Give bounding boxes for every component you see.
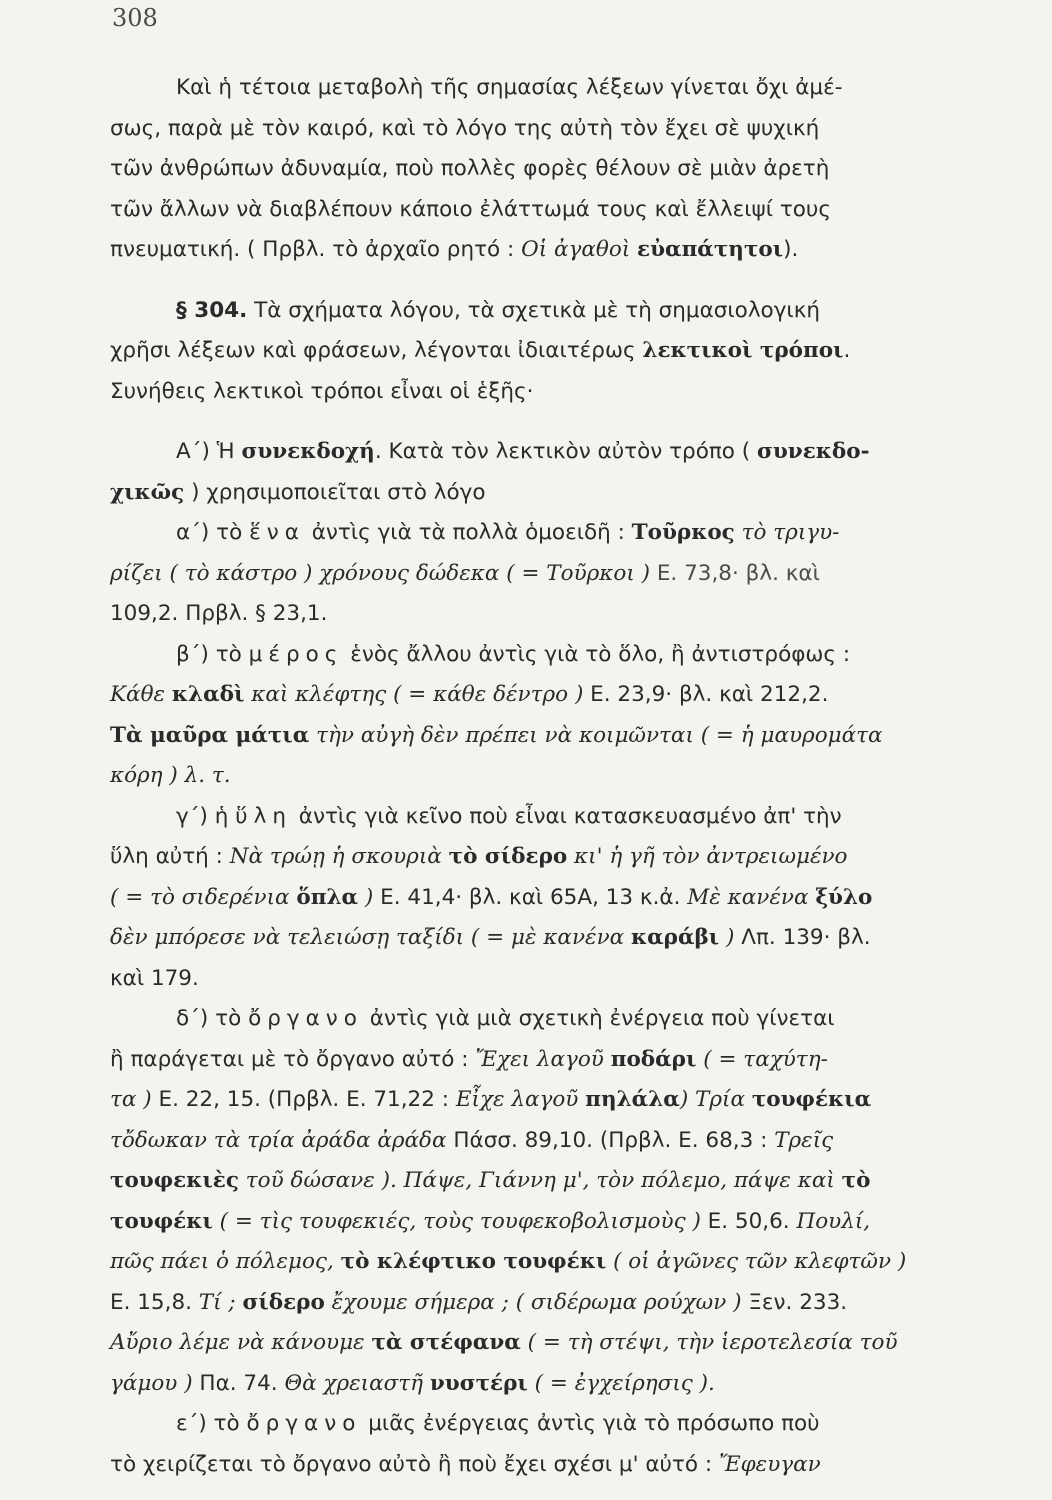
quote-italic: κι' ἡ γῆ τὸν ἀντρειωμένο: [567, 844, 848, 869]
term-bold: τὸ σίδερο: [448, 844, 568, 869]
text-line: [110, 513, 1015, 554]
spaced-term: μέρος: [248, 641, 344, 667]
quote-italic: ( = τὶς τουφεκιές, τοὺς τουφεκοβολισμοὺς ): [212, 1208, 708, 1234]
reference: Ε. 22, 15. (Πρβλ. Ε. 71,22 :: [158, 1087, 456, 1112]
text-span: ἀντὶς γιὰ μιὰ σχετικὴ ἐνέργεια ποὺ γίνεται: [362, 1006, 835, 1031]
term-bold: πηλάλα: [585, 1087, 680, 1112]
text-line: [110, 716, 1015, 757]
text-span: τὸ χειρίζεται τὸ ὄργανο αὐτὸ ἢ ποὺ ἔχει σχέσι μ' αὐτό :: [110, 1451, 719, 1477]
quote-italic: Θὰ χρειαστῆ: [284, 1370, 430, 1396]
quote-italic: ἔχουμε σήμερα ; ( σιδέρωμα ρούχων ): [324, 1289, 749, 1315]
quote-italic: Κάθε: [110, 682, 172, 707]
quote-italic: δὲν μπόρεσε νὰ τελειώσῃ ταξίδι ( = μὲ κανένα: [110, 925, 631, 950]
quote-italic: τὴν αὐγὴ δὲν πρέπει νὰ κοιμῶνται ( = ἡ μαυρομάτα: [309, 722, 883, 748]
quote-italic: ρίζει ( τὸ κάστρο ) χρόνους δώδεκα ( = Τοῦρκοι ): [110, 560, 657, 586]
page-body: [110, 68, 1015, 1485]
spaced-term: ὕλη: [235, 803, 292, 829]
paragraph-gap: [110, 271, 1015, 291]
text-line: [110, 331, 1015, 372]
text-span: γ΄) ἡ: [176, 803, 236, 829]
reference: Ε. 15,8.: [110, 1289, 199, 1315]
text-line: [110, 1364, 1015, 1405]
quote-italic: Νὰ τρώῃ ἡ σκουριὰ: [229, 844, 449, 869]
term-bold: Τὰ μαῦρα μάτια: [110, 722, 310, 748]
spaced-term: ὄργανο: [246, 1411, 362, 1436]
term-bold: νυστέρι: [429, 1370, 528, 1396]
text-line: [110, 1404, 1015, 1445]
reference: Ε. 23,9· βλ. καὶ 212,2.: [590, 682, 829, 707]
term-bold: ξύλο: [815, 884, 873, 910]
text-line: [110, 1445, 1015, 1486]
quote-italic: ( = ταχύτη-: [696, 1046, 828, 1072]
reference: Λπ. 139· βλ.: [741, 925, 871, 950]
text-line: [110, 554, 1015, 595]
quote-italic: Τρεῖς: [774, 1127, 834, 1153]
quote-italic: ( = ἐγχείρησις ).: [527, 1370, 715, 1396]
text-span: ).: [783, 237, 799, 262]
term-bold: τουφέκι: [110, 1208, 213, 1234]
text-line: 109,2. Πρβλ. § 23,1.: [110, 601, 328, 626]
reference: Ε. 41,4· βλ. καὶ 65Α, 13 κ.ἀ.: [380, 884, 688, 910]
text-line: [110, 473, 1015, 514]
page-number: 308: [112, 4, 158, 32]
term-bold: καράβι: [631, 925, 720, 950]
text-line: [110, 1040, 1015, 1081]
quote-italic: Ἔφευγαν: [718, 1451, 821, 1477]
text-line: [110, 1080, 1015, 1121]
text-line: [110, 797, 1015, 838]
text-line: [110, 1323, 1015, 1364]
quote-italic: ) Τρία: [679, 1087, 752, 1112]
text-span: ε΄) τὸ: [176, 1411, 247, 1436]
text-span: .: [843, 338, 851, 363]
text-line: [110, 837, 1015, 878]
text-span: β΄) τὸ: [176, 641, 249, 667]
quote-italic: Εἶχε λαγοῦ: [455, 1087, 586, 1112]
text-line: [110, 756, 1015, 797]
reference: Ε. 50,6.: [707, 1208, 797, 1234]
quote-bold: εὐαπάτητοι: [637, 237, 784, 262]
text-span: ὕλη αὐτή :: [110, 844, 230, 869]
reference: Ξεν. 233.: [748, 1289, 848, 1315]
spaced-term: ἕνα: [249, 520, 305, 545]
text-span: . Κατὰ τὸν λεκτικὸν αὐτὸν τρόπο (: [374, 439, 758, 464]
term-bold: τουφέκια: [751, 1087, 872, 1112]
quote-italic: Ἔχει λαγοῦ: [475, 1046, 611, 1072]
quote-italic: τοῦ δώσανε ). Πάψε, Γιάννη μ', τὸν πόλεμο, πάψε καὶ: [238, 1168, 842, 1193]
term-bold: κλαδὶ: [171, 682, 245, 707]
quote-italic: τὸ τριγυ-: [734, 520, 840, 545]
term-bold: σίδερο: [242, 1289, 325, 1315]
text-span: χρῆσι λέξεων καὶ φράσεων, λέγονται ἰδιαιτέρως: [110, 338, 643, 363]
text-line: τῶν ἄλλων νὰ διαβλέπουν κάποιο ἐλάττωμά τους καὶ ἔλλειψί τους: [110, 196, 831, 222]
text-line: τῶν ἀνθρώπων ἀδυναμία, ποὺ πολλὲς φορὲς θέλουν σὲ μιὰν ἀρετὴ: [110, 156, 830, 181]
text-line: [110, 1121, 1015, 1162]
section-number: § 304.: [176, 297, 248, 323]
term-bold: Τοῦρκος: [631, 520, 735, 545]
reference: Πάσσ. 89,10. (Πρβλ. Ε. 68,3 :: [453, 1127, 775, 1153]
text-line: [110, 1283, 1015, 1324]
quote-italic: γάμου ): [110, 1370, 200, 1396]
quote-italic: Αὔριο λέμε νὰ κάνουμε: [110, 1330, 372, 1355]
text-line: σως, παρὰ μὲ τὸν καιρό, καὶ τὸ λόγο της αὐτὴ τὸν ἔχει σὲ ψυχική: [110, 115, 820, 141]
text-span: Τὰ σχήματα λόγου, τὰ σχετικὰ μὲ τὴ σημασιολογική: [247, 297, 820, 323]
term-bold: χικῶς: [110, 479, 185, 505]
reference: Ε. 73,8· βλ. καὶ: [656, 560, 820, 586]
quote-italic: Τί ;: [198, 1289, 243, 1315]
text-line: Συνήθεις λεκτικοὶ τρόποι εἶναι οἱ ἑξῆς·: [110, 378, 534, 404]
text-span: δ΄) τὸ: [176, 1006, 249, 1031]
text-span: Α΄) Ἡ: [176, 439, 242, 464]
quote-italic: ( = τὴ στέψι, τὴν ἱεροτελεσία τοῦ: [520, 1330, 898, 1355]
text-span: α΄) τὸ: [176, 520, 250, 545]
term-bold: τὸ κλέφτικο τουφέκι: [340, 1249, 607, 1274]
reference: Πα. 74.: [199, 1370, 285, 1396]
text-span: μιᾶς ἐνέργειας ἀντὶς γιὰ τὸ πρόσωπο ποὺ: [361, 1411, 820, 1436]
text-span: ἢ παράγεται μὲ τὸ ὄργανο αὐτό :: [110, 1046, 476, 1072]
term-bold: ὅπλα: [296, 884, 359, 910]
text-line: [110, 230, 1015, 271]
text-line: καὶ 179.: [110, 965, 199, 991]
term-bold: συνεκδο-: [757, 439, 870, 464]
term-bold: τουφεκιὲς: [110, 1168, 239, 1193]
text-line: [110, 1161, 1015, 1202]
quote-italic: πῶς πάει ὁ πόλεμος,: [110, 1249, 341, 1274]
text-line: [110, 675, 1015, 716]
term-bold: τὰ στέφανα: [371, 1330, 521, 1355]
section-heading-line: [110, 291, 1015, 332]
quote-italic: Οἱ ἀγαθοὶ: [521, 237, 638, 262]
text-span: ) χρησιμοποιεῖται στὸ λόγο: [184, 479, 486, 505]
quote-italic: ): [719, 925, 742, 950]
quote-italic: Πουλί,: [796, 1208, 871, 1234]
term-bold: ποδάρι: [610, 1046, 697, 1072]
term-bold: λεκτικοὶ τρόποι: [642, 338, 844, 363]
text-line: [110, 1202, 1015, 1243]
spaced-term: ὄργανο: [248, 1006, 363, 1031]
text-line: [110, 1242, 1015, 1283]
term-bold: τὸ: [841, 1168, 871, 1193]
paragraph-gap: [110, 412, 1015, 432]
quote-italic: καὶ κλέφτης ( = κάθε δέντρο ): [244, 682, 591, 707]
text-line: Καὶ ἡ τέτοια μεταβολὴ τῆς σημασίας λέξεων γίνεται ὄχι ἀμέ-: [176, 75, 843, 100]
text-line: [110, 635, 1015, 676]
quote-italic: ): [358, 884, 381, 910]
quote-italic: ( = τὸ σιδερένια: [110, 884, 297, 910]
quote-italic: τὄδωκαν τὰ τρία ἀράδα ἀράδα: [110, 1127, 454, 1153]
quote-italic: ( οἱ ἀγῶνες τῶν κλεφτῶν ): [606, 1249, 907, 1274]
text-span: ἀντὶς γιὰ κεῖνο ποὺ εἶναι κατασκευασμένο ἀπ' τὴν: [291, 803, 842, 829]
quote-italic: Μὲ κανένα: [687, 884, 816, 910]
text-span: πνευματική. ( Πρβλ. τὸ ἀρχαῖο ρητό :: [110, 237, 522, 262]
text-span: ἑνὸς ἄλλου ἀντὶς γιὰ τὸ ὅλο, ἢ ἀντιστρόφως :: [343, 641, 851, 667]
quote-italic: κόρη ) λ. τ.: [110, 763, 231, 788]
term-bold: συνεκδοχή: [241, 439, 375, 464]
text-line: [110, 432, 1015, 473]
text-line: [110, 999, 1015, 1040]
quote-italic: τα ): [110, 1087, 159, 1112]
text-line: [110, 918, 1015, 959]
text-line: [110, 878, 1015, 919]
text-span: ἀντὶς γιὰ τὰ πολλὰ ὁμοειδῆ :: [304, 520, 632, 545]
